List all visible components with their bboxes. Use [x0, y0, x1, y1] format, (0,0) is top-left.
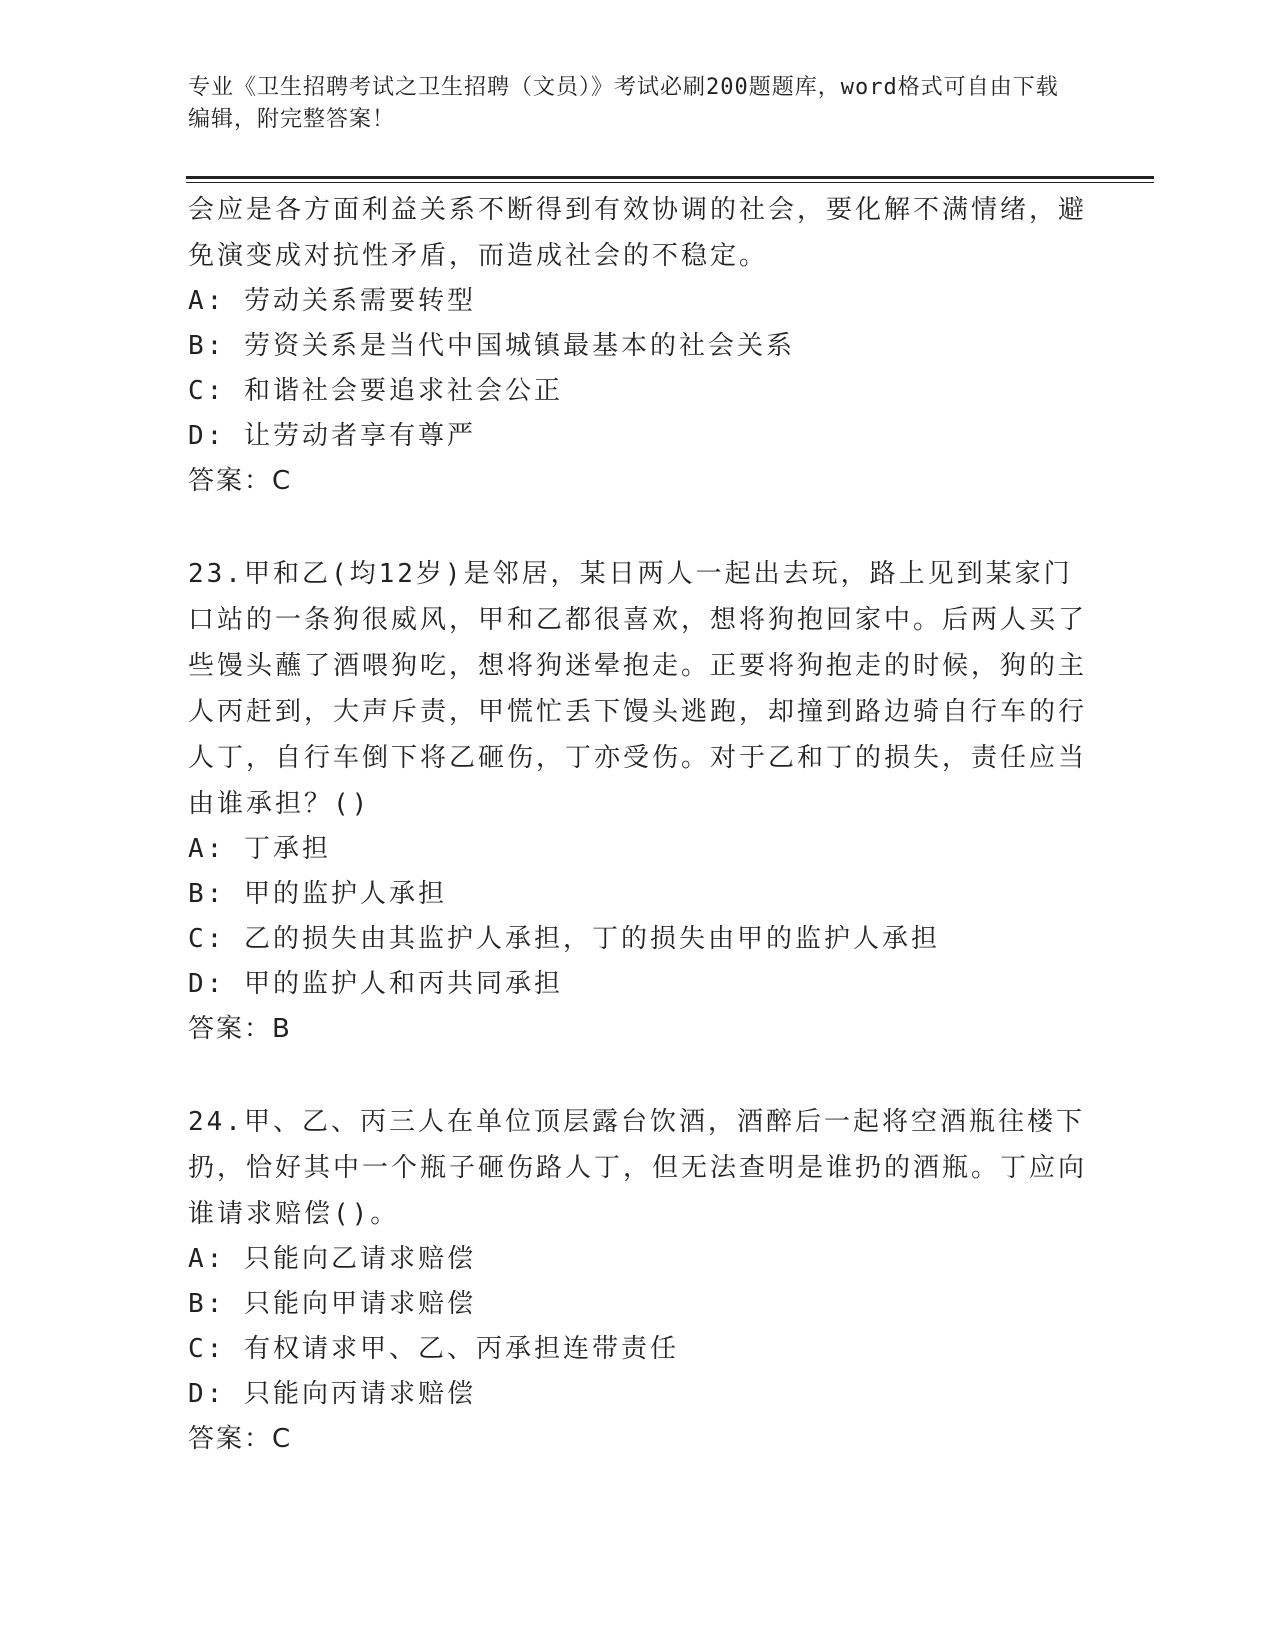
option-d: D: 甲的监护人和丙共同承担	[188, 969, 563, 999]
option-c: C: 乙的损失由其监护人承担，丁的损失由甲的监护人承担	[188, 924, 940, 954]
option-b: B: 甲的监护人承担	[188, 879, 447, 909]
question-stem: 23.甲和乙(均12岁)是邻居，某日两人一起出去玩，路上见到某家门口站的一条狗很威风，甲和乙都很喜欢，想将狗抱回家中。后两人买了些馒头蘸了酒喂狗吃，想将狗迷晕抱走。正要将狗抱走的时候，狗的主人丙赶到，大声斥责，甲慌忙丢下馒头逃跑，却撞到路边骑自行车的行人丁，自行车倒下将乙砸伤，丁亦受伤。对于乙和丁的损失，责任应当由谁承担？()	[188, 559, 1088, 819]
question-22	[188, 187, 1088, 504]
option-a: A: 劳动关系需要转型	[188, 286, 476, 316]
option-a: A: 只能向乙请求赔偿	[188, 1244, 476, 1274]
question-24	[188, 1099, 1088, 1462]
option-c: C: 有权请求甲、乙、丙承担连带责任	[188, 1334, 679, 1364]
option-b: B: 劳资关系是当代中国城镇最基本的社会关系	[188, 331, 795, 361]
option-a: A: 丁承担	[188, 834, 331, 864]
option-d: D: 让劳动者享有尊严	[188, 421, 476, 451]
document-header: 专业《卫生招聘考试之卫生招聘（文员）》考试必刷200题题库，word格式可自由下载编辑，附完整答案！	[188, 75, 1059, 132]
answer: 答案：C	[188, 466, 293, 496]
option-c: C: 和谐社会要追求社会公正	[188, 376, 563, 406]
question-23	[188, 551, 1088, 1052]
option-b: B: 只能向甲请求赔偿	[188, 1289, 476, 1319]
header-rule-thin	[186, 182, 1154, 183]
spacer	[188, 1052, 1088, 1099]
answer: 答案：B	[188, 1014, 292, 1044]
question-stem-continuation: 会应是各方面利益关系不断得到有效协调的社会，要化解不满情绪，避免演变成对抗性矛盾，而造成社会的不稳定。	[188, 195, 1088, 271]
option-d: D: 只能向丙请求赔偿	[188, 1379, 476, 1409]
spacer	[188, 504, 1088, 551]
document-body	[188, 187, 1088, 1462]
question-stem: 24.甲、乙、丙三人在单位顶层露台饮酒，酒醉后一起将空酒瓶往楼下扔，恰好其中一个瓶子砸伤路人丁，但无法查明是谁扔的酒瓶。丁应向谁请求赔偿()。	[188, 1107, 1088, 1229]
header-rule-thick	[186, 176, 1154, 179]
answer: 答案：C	[188, 1424, 293, 1454]
